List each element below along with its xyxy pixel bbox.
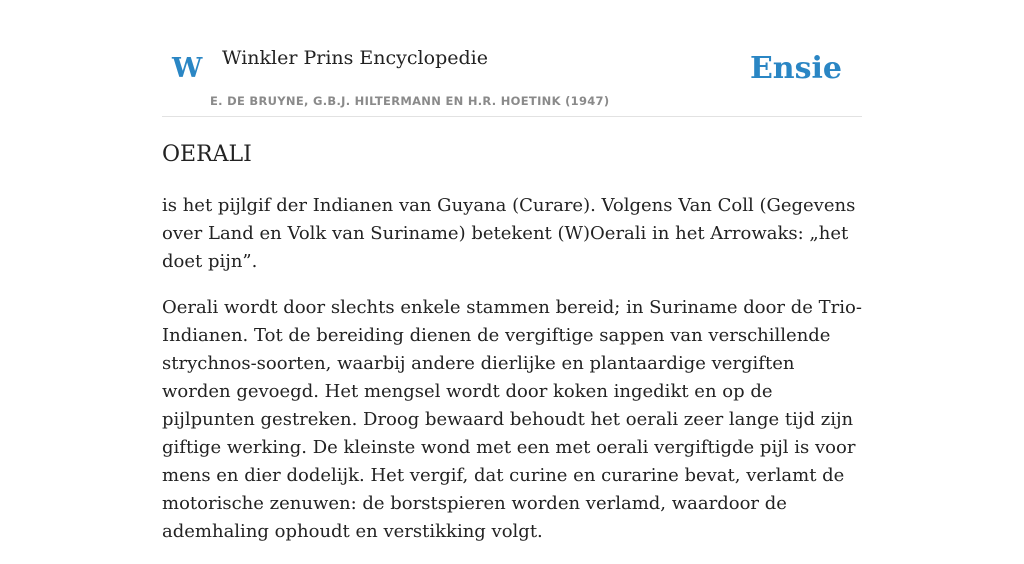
publication-title[interactable]: Winkler Prins Encyclopedie [222, 47, 488, 69]
entry-paragraph: is het pijlgif der Indianen van Guyana (Curare). Volgens Van Coll (Gegevens over Land en Volk van Suriname) betekent (W)Oerali in het Arrowaks: „het doet pijn”. [162, 195, 856, 272]
authors-byline: E. DE BRUYNE, G.B.J. HILTERMANN EN H.R. HOETINK (1947) [210, 94, 610, 108]
ensie-brand-link[interactable]: Ensie [749, 51, 842, 86]
entry-body [162, 192, 862, 564]
winkler-prins-logo[interactable]: W [172, 53, 203, 84]
entry-title: OERALI [162, 142, 252, 167]
entry-paragraph: Oerali wordt door slechts enkele stammen bereid; in Suriname door de Trio-Indianen. Tot de bereiding dienen de vergiftige sappen van verschillende strychnos-soorten, waarbij andere dierlijke en plantaardige vergiften worden gevoegd. Het mengsel wordt door koken ingedikt en op de pijlpunten gestreken. Droog bewaard behoudt het oerali zeer lange tijd zijn giftige werking. De kleinste wond met een met oerali vergiftigde pijl is voor mens en dier dodelijk. Het vergif, dat curine en curarine bevat, verlamt de motorische zenuwen: de borstspieren worden verlamd, waardoor de ademhaling ophoudt en verstikking volgt. [162, 297, 862, 542]
encyclopedia-header [162, 0, 862, 117]
